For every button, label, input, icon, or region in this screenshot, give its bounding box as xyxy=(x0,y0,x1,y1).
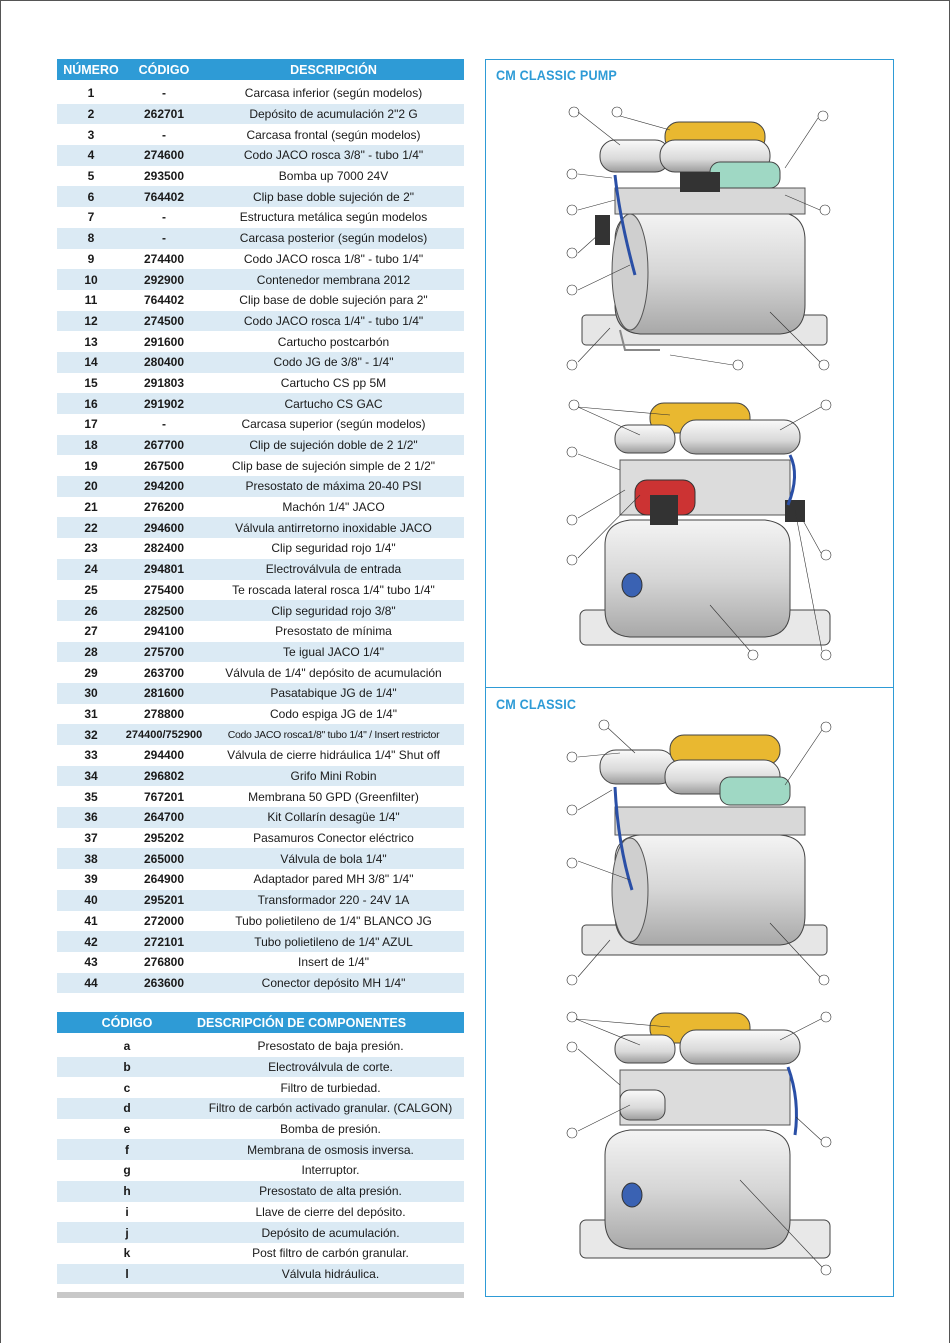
part-code: 275400 xyxy=(143,582,185,597)
table-row xyxy=(57,331,464,352)
part-number: 37 xyxy=(84,831,98,846)
part-description: Codo JACO rosca 1/4" - tubo 1/4" xyxy=(203,311,464,332)
part-number: 28 xyxy=(57,642,125,663)
part-code: - xyxy=(125,228,203,249)
part-number: 14 xyxy=(57,352,125,373)
table-row xyxy=(57,166,464,187)
footer-bar xyxy=(57,1292,464,1298)
part-number: 36 xyxy=(57,807,125,828)
component-code: b xyxy=(57,1057,197,1078)
part-description: Pasamuros Conector eléctrico xyxy=(253,831,414,846)
table-row xyxy=(57,124,464,145)
part-number: 16 xyxy=(57,393,125,414)
part-description: Clip seguridad rojo 3/8" xyxy=(203,600,464,621)
part-description: Codo JG de 3/8" - 1/4" xyxy=(203,352,464,373)
table-row xyxy=(57,704,464,725)
table-row xyxy=(57,1035,464,1057)
header-code: CÓDIGO xyxy=(125,59,203,82)
component-code: h xyxy=(57,1181,197,1202)
part-number: 9 xyxy=(87,251,95,266)
part-code: 272000 xyxy=(143,913,185,928)
part-code: - xyxy=(162,210,166,225)
part-number: 22 xyxy=(57,517,125,538)
part-code: 294400 xyxy=(143,748,185,763)
part-description: Estructura metálica según modelos xyxy=(239,210,428,225)
table-row xyxy=(57,1243,464,1264)
part-description: Electroválvula de entrada xyxy=(203,559,464,580)
table-row xyxy=(57,393,464,414)
part-code: 292900 xyxy=(125,269,203,290)
table-row xyxy=(57,931,464,952)
part-code: 294600 xyxy=(125,517,203,538)
part-number: 17 xyxy=(84,417,98,432)
part-number: 3 xyxy=(87,127,95,142)
table-row xyxy=(57,807,464,828)
part-description: Conector depósito MH 1/4" xyxy=(203,973,464,994)
part-description: Válvula antirretorno inoxidable JACO xyxy=(203,517,464,538)
table-row xyxy=(57,786,464,807)
part-number: 35 xyxy=(84,789,98,804)
part-code: 263700 xyxy=(143,665,185,680)
part-code: 265000 xyxy=(125,848,203,869)
part-code: 294100 xyxy=(143,624,185,639)
table-row xyxy=(57,621,464,642)
table-row xyxy=(57,911,464,932)
table-row xyxy=(57,455,464,476)
table-row xyxy=(57,869,464,890)
part-description: Cartucho postcarbón xyxy=(277,334,390,349)
classic-rear-diagram xyxy=(560,1005,840,1285)
header-component-code: CÓDIGO xyxy=(57,1012,197,1035)
part-number: 41 xyxy=(84,913,98,928)
table-row xyxy=(57,476,464,497)
table-row xyxy=(57,683,464,704)
part-code: - xyxy=(162,417,166,432)
pump-front-diagram xyxy=(560,100,840,380)
part-number: 24 xyxy=(57,559,125,580)
part-number: 34 xyxy=(57,766,125,787)
table-row xyxy=(57,145,464,166)
part-code: 267500 xyxy=(143,458,185,473)
part-number: 5 xyxy=(87,169,95,184)
part-number: 25 xyxy=(84,582,98,597)
part-code: 291803 xyxy=(143,375,185,390)
part-code: 280400 xyxy=(125,352,203,373)
table-row xyxy=(57,373,464,394)
part-code: 262701 xyxy=(125,104,203,125)
part-code: 274400 xyxy=(143,251,185,266)
component-description: Filtro de carbón activado granular. (CALGON) xyxy=(197,1098,464,1119)
table-row xyxy=(57,766,464,787)
component-description: Electroválvula de corte. xyxy=(197,1057,464,1078)
component-code: d xyxy=(57,1098,197,1119)
part-number: 30 xyxy=(57,683,125,704)
part-description: Presostato de mínima xyxy=(275,624,392,639)
part-description: Válvula de 1/4" depósito de acumulación xyxy=(225,665,442,680)
component-description: Interruptor. xyxy=(301,1163,360,1178)
table-row xyxy=(57,1222,464,1243)
part-number: 18 xyxy=(57,435,125,456)
part-number: 43 xyxy=(84,955,98,970)
part-description: Te igual JACO 1/4" xyxy=(203,642,464,663)
part-code: 294200 xyxy=(125,476,203,497)
parts-table-header xyxy=(57,59,464,82)
table-row xyxy=(57,1139,464,1160)
table-row xyxy=(57,269,464,290)
part-code: 274600 xyxy=(125,145,203,166)
part-number: 4 xyxy=(57,145,125,166)
part-number: 26 xyxy=(57,600,125,621)
classic-title: CM CLASSIC xyxy=(496,696,577,712)
part-description: Codo espiga JG de 1/4" xyxy=(269,706,397,721)
classic-front-diagram xyxy=(560,715,840,995)
table-row xyxy=(57,228,464,249)
part-code: 294801 xyxy=(125,559,203,580)
part-code: 764402 xyxy=(125,186,203,207)
table-row xyxy=(57,207,464,228)
part-number: 1 xyxy=(87,86,95,101)
table-row xyxy=(57,311,464,332)
table-row xyxy=(57,517,464,538)
table-row xyxy=(57,662,464,683)
component-description: Bomba de presión. xyxy=(280,1122,381,1137)
part-number: 13 xyxy=(84,334,98,349)
part-code: 295202 xyxy=(143,831,185,846)
part-description: Clip de sujeción doble de 2 1/2" xyxy=(203,435,464,456)
table-row xyxy=(57,724,464,745)
table-row xyxy=(57,497,464,518)
header-description: DESCRIPCIÓN xyxy=(203,59,464,82)
part-number: 27 xyxy=(84,624,98,639)
table-row xyxy=(57,1264,464,1285)
part-description: Bomba up 7000 24V xyxy=(278,169,389,184)
component-code: a xyxy=(123,1039,131,1054)
part-description: Codo JACO rosca 1/8" - tubo 1/4" xyxy=(243,251,424,266)
part-description: Insert de 1/4" xyxy=(298,955,369,970)
header-component-description: DESCRIPCIÓN DE COMPONENTES xyxy=(197,1012,464,1035)
table-row xyxy=(57,186,464,207)
table-row xyxy=(57,973,464,994)
component-code: i xyxy=(125,1204,129,1219)
part-code: - xyxy=(162,86,166,101)
parts-table xyxy=(57,59,464,993)
table-row xyxy=(57,82,464,104)
part-number: 32 xyxy=(57,724,125,745)
table-row xyxy=(57,1057,464,1078)
part-code: - xyxy=(162,127,166,142)
table-row xyxy=(57,1160,464,1181)
part-description: Clip base de doble sujeción para 2" xyxy=(239,293,428,308)
part-description: Depósito de acumulación 2"2 G xyxy=(203,104,464,125)
table-row xyxy=(57,745,464,766)
table-row xyxy=(57,435,464,456)
part-code: 274400/752900 xyxy=(125,724,203,745)
part-code: 295201 xyxy=(125,890,203,911)
table-row xyxy=(57,642,464,663)
part-number: 39 xyxy=(84,872,98,887)
part-number: 44 xyxy=(57,973,125,994)
part-code: 291600 xyxy=(143,334,185,349)
component-code: e xyxy=(123,1122,131,1137)
part-description: Cartucho CS GAC xyxy=(203,393,464,414)
component-code: f xyxy=(57,1139,197,1160)
component-description: Post filtro de carbón granular. xyxy=(252,1246,409,1261)
part-description: Carcasa inferior (según modelos) xyxy=(244,86,423,101)
part-number: 33 xyxy=(84,748,98,763)
part-code: 267700 xyxy=(125,435,203,456)
table-row xyxy=(57,1098,464,1119)
part-number: 11 xyxy=(84,293,98,308)
part-number: 2 xyxy=(57,104,125,125)
part-description: Kit Collarín desagüe 1/4" xyxy=(203,807,464,828)
part-description: Te roscada lateral rosca 1/4" tubo 1/4" xyxy=(232,582,435,597)
part-description: Pasatabique JG de 1/4" xyxy=(203,683,464,704)
part-description: Clip base doble sujeción de 2" xyxy=(203,186,464,207)
part-description: Carcasa frontal (según modelos) xyxy=(246,127,421,142)
table-row xyxy=(57,1181,464,1202)
part-description: Clip seguridad rojo 1/4" xyxy=(271,541,396,556)
table-row xyxy=(57,290,464,311)
part-description: Válvula de cierre hidráulica 1/4" Shut off xyxy=(227,748,440,763)
part-description: Clip base de sujeción simple de 2 1/2" xyxy=(231,458,436,473)
table-row xyxy=(57,890,464,911)
part-code: 264900 xyxy=(143,872,185,887)
part-code: 278800 xyxy=(143,706,185,721)
table-row xyxy=(57,600,464,621)
part-description: Codo JACO rosca 3/8" - tubo 1/4" xyxy=(203,145,464,166)
part-number: 12 xyxy=(57,311,125,332)
part-code: 276800 xyxy=(143,955,185,970)
part-number: 40 xyxy=(57,890,125,911)
table-row xyxy=(57,352,464,373)
part-code: 276200 xyxy=(143,500,185,515)
header-number: NÚMERO xyxy=(57,59,125,82)
table-row xyxy=(57,414,464,435)
component-code: l xyxy=(57,1264,197,1285)
part-description: Codo JACO rosca1/8" tubo 1/4" / Insert restrictor xyxy=(203,724,464,745)
part-code: 767201 xyxy=(143,789,185,804)
part-number: 29 xyxy=(84,665,98,680)
component-description: Filtro de turbiedad. xyxy=(280,1080,381,1095)
part-code: 282400 xyxy=(143,541,185,556)
part-description: Carcasa superior (según modelos) xyxy=(241,417,426,432)
table-row xyxy=(57,1077,464,1098)
part-description: Válvula de bola 1/4" xyxy=(203,848,464,869)
component-code: c xyxy=(123,1080,131,1095)
part-number: 31 xyxy=(84,706,98,721)
part-description: Cartucho CS pp 5M xyxy=(280,375,387,390)
part-code: 264700 xyxy=(125,807,203,828)
table-row xyxy=(57,1202,464,1223)
part-code: 281600 xyxy=(125,683,203,704)
part-code: 293500 xyxy=(143,169,185,184)
table-row xyxy=(57,848,464,869)
part-number: 10 xyxy=(57,269,125,290)
part-number: 15 xyxy=(84,375,98,390)
part-description: Machón 1/4" JACO xyxy=(282,500,385,515)
part-description: Carcasa posterior (según modelos) xyxy=(203,228,464,249)
part-description: Transformador 220 - 24V 1A xyxy=(203,890,464,911)
table-row xyxy=(57,580,464,601)
part-number: 8 xyxy=(57,228,125,249)
part-code: 296802 xyxy=(125,766,203,787)
component-description: Llave de cierre del depósito. xyxy=(255,1204,406,1219)
part-code: 275700 xyxy=(125,642,203,663)
part-description: Tubo polietileno de 1/4" BLANCO JG xyxy=(235,913,432,928)
part-description: Tubo polietileno de 1/4" AZUL xyxy=(203,931,464,952)
part-code: 272101 xyxy=(125,931,203,952)
components-table xyxy=(57,1012,464,1284)
component-description: Membrana de osmosis inversa. xyxy=(197,1139,464,1160)
table-row xyxy=(57,1119,464,1140)
part-number: 23 xyxy=(84,541,98,556)
part-number: 42 xyxy=(57,931,125,952)
part-description: Contenedor membrana 2012 xyxy=(203,269,464,290)
part-number: 20 xyxy=(57,476,125,497)
component-description: Presostato de alta presión. xyxy=(197,1181,464,1202)
component-description: Presostato de baja presión. xyxy=(257,1039,404,1054)
part-code: 263600 xyxy=(125,973,203,994)
table-row xyxy=(57,828,464,849)
part-code: 274500 xyxy=(125,311,203,332)
part-number: 19 xyxy=(84,458,98,473)
component-description: Válvula hidráulica. xyxy=(197,1264,464,1285)
part-number: 38 xyxy=(57,848,125,869)
part-number: 7 xyxy=(87,210,95,225)
panel-divider xyxy=(485,687,894,688)
pump-rear-diagram xyxy=(560,395,840,670)
table-row xyxy=(57,249,464,270)
component-description: Depósito de acumulación. xyxy=(197,1222,464,1243)
table-row xyxy=(57,538,464,559)
table-row xyxy=(57,559,464,580)
component-code: j xyxy=(57,1222,197,1243)
part-number: 21 xyxy=(84,500,98,515)
part-number: 6 xyxy=(57,186,125,207)
part-code: 764402 xyxy=(143,293,185,308)
component-code: k xyxy=(123,1246,131,1261)
part-description: Presostato de máxima 20-40 PSI xyxy=(203,476,464,497)
part-description: Grifo Mini Robin xyxy=(203,766,464,787)
pump-title: CM CLASSIC PUMP xyxy=(496,67,618,83)
part-code: 291902 xyxy=(125,393,203,414)
components-table-header xyxy=(57,1012,464,1035)
component-code: g xyxy=(123,1163,131,1178)
table-row xyxy=(57,104,464,125)
part-description: Membrana 50 GPD (Greenfilter) xyxy=(248,789,419,804)
table-row xyxy=(57,952,464,973)
part-code: 282500 xyxy=(125,600,203,621)
part-description: Adaptador pared MH 3/8" 1/4" xyxy=(253,872,414,887)
